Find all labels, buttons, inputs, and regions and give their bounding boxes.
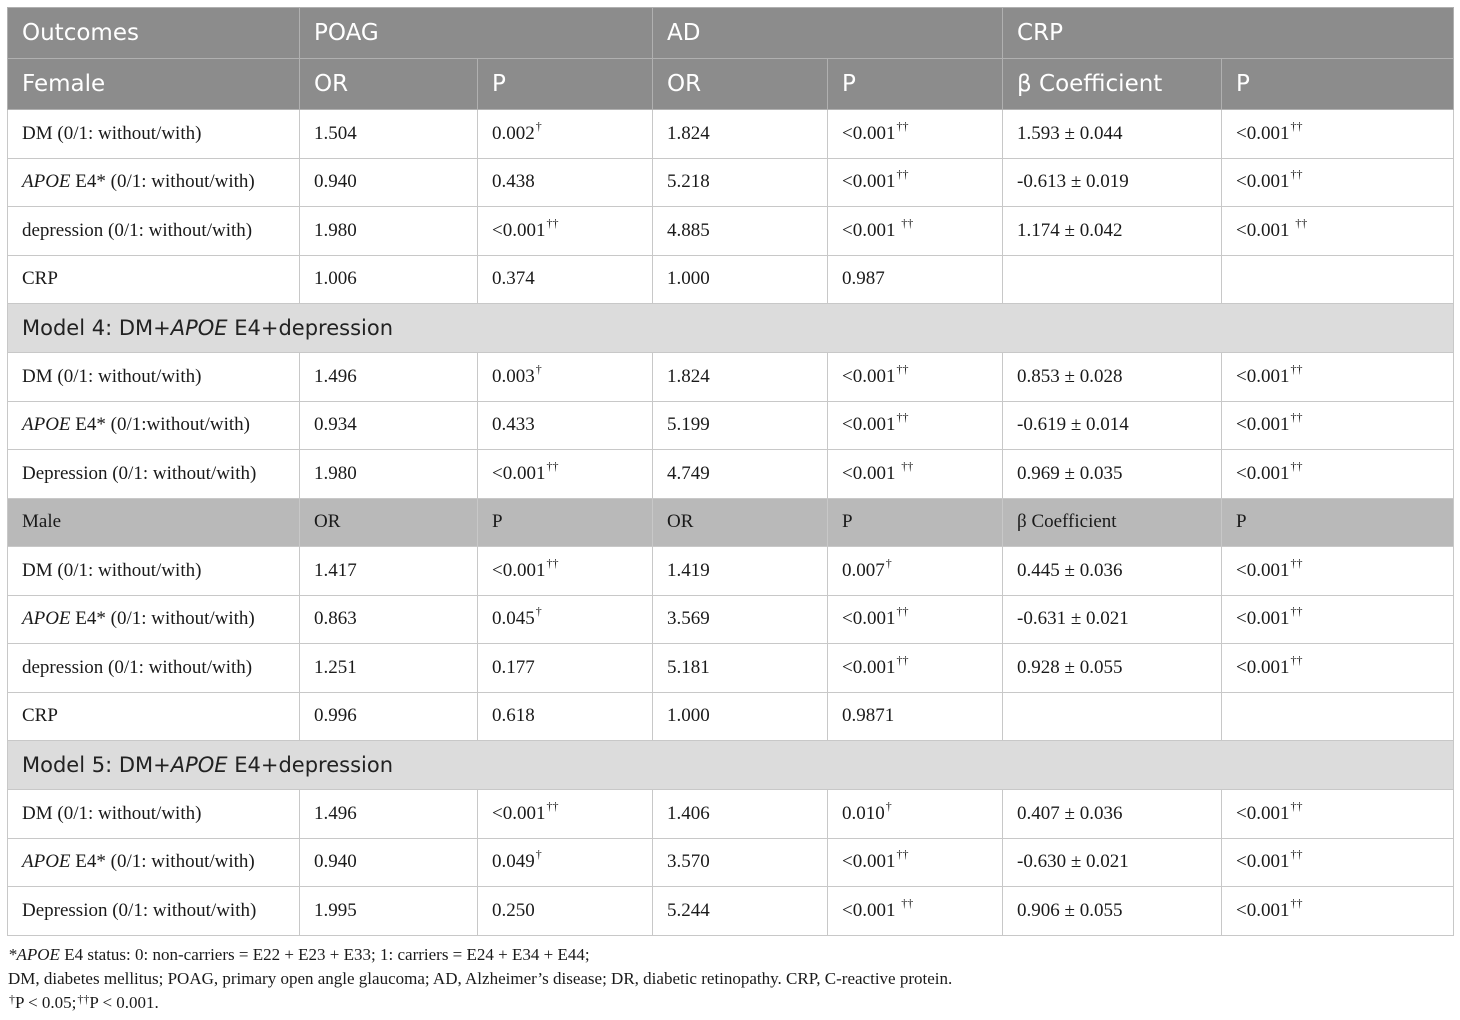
poag-p-value <box>478 353 653 402</box>
crp-p-value <box>1222 838 1454 887</box>
crp-p-value <box>1222 644 1454 693</box>
significance-marker: †† <box>901 895 914 910</box>
model-4-title-pre: Model 4: DM+ <box>22 316 171 340</box>
poag-or-value <box>300 110 478 159</box>
significance-marker: †† <box>896 118 909 133</box>
ad-p-value-text: <0.001 <box>842 365 896 387</box>
row-label-gene: APOE <box>22 171 71 193</box>
model-5-title-pre: Model 5: DM+ <box>22 753 171 777</box>
header-poag-or: OR <box>300 59 478 110</box>
ad-or-value <box>653 692 828 741</box>
results-table <box>7 7 1454 936</box>
table-footnotes <box>8 943 1448 1015</box>
ad-p-value <box>828 838 1003 887</box>
crp-p-value <box>1222 207 1454 256</box>
table-row <box>8 547 1454 596</box>
table-row <box>8 790 1454 839</box>
ad-or-value <box>653 887 828 936</box>
footnote-abbreviations: DM, diabetes mellitus; POAG, primary open angle glaucoma; AD, Alzheimer’s disease; DR, diabetic retinopathy. CRP, C-reactive protein. <box>8 969 953 988</box>
poag-p-value-text: 0.438 <box>492 171 535 193</box>
ad-or-value-text: 3.570 <box>667 851 710 873</box>
crp-p-value <box>1222 547 1454 596</box>
crp-beta-value <box>1003 692 1222 741</box>
significance-marker: †† <box>896 652 909 667</box>
poag-or-value <box>300 644 478 693</box>
poag-p-value-text: <0.001 <box>492 559 546 581</box>
row-label <box>8 595 300 644</box>
row-label <box>8 887 300 936</box>
ad-p-value <box>828 255 1003 304</box>
row-label-text: E4* (0/1: without/with) <box>70 851 255 873</box>
significance-marker: †† <box>896 410 909 425</box>
poag-or-value <box>300 692 478 741</box>
male-poag-p: P <box>478 498 653 547</box>
crp-p-value-text: <0.001 <box>1236 559 1290 581</box>
row-label <box>8 207 300 256</box>
row-label-text: Depression (0/1: without/with) <box>22 462 257 484</box>
poag-p-value-text: 0.003 <box>492 365 535 387</box>
row-label-text: E4* (0/1: without/with) <box>70 608 255 630</box>
poag-p-value-text: 0.045 <box>492 608 535 630</box>
poag-p-value-text: 0.177 <box>492 656 535 678</box>
ad-or-value <box>653 255 828 304</box>
poag-or-value-text: 0.863 <box>314 608 357 630</box>
row-label-text: CRP <box>22 705 58 727</box>
model-5-title-post: E4+depression <box>227 753 394 777</box>
poag-or-value-text: 1.496 <box>314 802 357 824</box>
poag-p-value <box>478 547 653 596</box>
header-poag: POAG <box>300 8 653 59</box>
poag-p-value <box>478 595 653 644</box>
ad-p-value <box>828 547 1003 596</box>
significance-marker: †† <box>901 458 914 473</box>
crp-p-value-text: <0.001 <box>1236 462 1290 484</box>
model-5-row <box>8 741 1454 790</box>
significance-marker: †† <box>1290 118 1303 133</box>
poag-or-value <box>300 547 478 596</box>
table-row <box>8 110 1454 159</box>
poag-or-value <box>300 790 478 839</box>
header-ad: AD <box>653 8 1003 59</box>
header-ad-or: OR <box>653 59 828 110</box>
poag-p-value-text: 0.618 <box>492 705 535 727</box>
poag-p-value <box>478 110 653 159</box>
ad-p-value <box>828 353 1003 402</box>
row-label-text: DM (0/1: without/with) <box>22 365 202 387</box>
ad-or-value-text: 1.000 <box>667 268 710 290</box>
row-label-gene: APOE <box>22 608 71 630</box>
footnote-apoe-gene: APOE <box>16 945 60 964</box>
crp-beta-value <box>1003 790 1222 839</box>
crp-beta-value-text: -0.631 ± 0.021 <box>1017 608 1129 630</box>
row-label <box>8 255 300 304</box>
row-label <box>8 401 300 450</box>
table-row <box>8 207 1454 256</box>
significance-marker: †† <box>546 215 559 230</box>
row-label-text: Depression (0/1: without/with) <box>22 899 257 921</box>
table-row <box>8 595 1454 644</box>
significance-marker: †† <box>1290 410 1303 425</box>
significance-marker: †† <box>1290 458 1303 473</box>
poag-p-value <box>478 158 653 207</box>
row-label <box>8 158 300 207</box>
ad-p-value-text: <0.001 <box>842 608 896 630</box>
significance-marker: †† <box>901 215 914 230</box>
crp-beta-value <box>1003 255 1222 304</box>
male-poag-or: OR <box>300 498 478 547</box>
crp-beta-value-text: 0.969 ± 0.035 <box>1017 462 1123 484</box>
table-row <box>8 401 1454 450</box>
header-crp-beta: β Coefficient <box>1003 59 1222 110</box>
poag-or-value-text: 1.417 <box>314 559 357 581</box>
model-4-row <box>8 304 1454 353</box>
poag-p-value-text: <0.001 <box>492 462 546 484</box>
significance-marker: † <box>535 118 542 133</box>
crp-beta-value-text: 0.853 ± 0.028 <box>1017 365 1123 387</box>
row-label-text: E4* (0/1:without/with) <box>70 414 250 436</box>
crp-p-value-text: <0.001 <box>1236 802 1290 824</box>
header-row-female <box>8 59 1454 110</box>
crp-p-value <box>1222 255 1454 304</box>
ad-or-value <box>653 790 828 839</box>
poag-or-value-text: 0.934 <box>314 414 357 436</box>
poag-or-value-text: 1.496 <box>314 365 357 387</box>
row-label-text: depression (0/1: without/with) <box>22 219 253 241</box>
poag-or-value-text: 1.504 <box>314 122 357 144</box>
crp-p-value-text: <0.001 <box>1236 656 1290 678</box>
row-label-text: DM (0/1: without/with) <box>22 122 202 144</box>
ad-p-value <box>828 644 1003 693</box>
footnote-p001: P < 0.001. <box>89 993 159 1012</box>
poag-p-value <box>478 255 653 304</box>
header-female: Female <box>8 59 300 110</box>
header-row-outcomes <box>8 8 1454 59</box>
crp-beta-value <box>1003 353 1222 402</box>
significance-marker: †† <box>546 555 559 570</box>
ad-p-value <box>828 692 1003 741</box>
crp-p-value-text: <0.001 <box>1236 414 1290 436</box>
model-4-title-post: E4+depression <box>227 316 394 340</box>
poag-p-value <box>478 450 653 499</box>
significance-marker: † <box>535 847 542 862</box>
ad-p-value <box>828 110 1003 159</box>
crp-p-value <box>1222 401 1454 450</box>
poag-or-value <box>300 450 478 499</box>
male-crp-p: P <box>1222 498 1454 547</box>
footnote-significance <box>8 991 1448 1015</box>
table-row <box>8 644 1454 693</box>
ad-or-value-text: 3.569 <box>667 608 710 630</box>
poag-p-value-text: 0.433 <box>492 414 535 436</box>
ad-or-value <box>653 207 828 256</box>
ad-or-value-text: 5.199 <box>667 414 710 436</box>
poag-p-value-text: 0.250 <box>492 899 535 921</box>
row-label <box>8 353 300 402</box>
poag-p-value <box>478 887 653 936</box>
crp-p-value-text: <0.001 <box>1236 851 1290 873</box>
row-label-text: DM (0/1: without/with) <box>22 559 202 581</box>
ad-p-value-text: <0.001 <box>842 219 901 241</box>
header-crp: CRP <box>1003 8 1454 59</box>
table-row <box>8 158 1454 207</box>
crp-p-value <box>1222 353 1454 402</box>
footnote-apoe <box>8 943 1448 967</box>
ad-p-value-text: <0.001 <box>842 171 896 193</box>
footnote-apoe-star: * <box>8 945 17 964</box>
row-label <box>8 790 300 839</box>
male-ad-or: OR <box>653 498 828 547</box>
crp-beta-value-text: -0.630 ± 0.021 <box>1017 851 1129 873</box>
row-label <box>8 838 300 887</box>
crp-p-value-text: <0.001 <box>1236 219 1295 241</box>
row-label <box>8 547 300 596</box>
table-row <box>8 887 1454 936</box>
significance-marker: †† <box>896 361 909 376</box>
crp-p-value <box>1222 110 1454 159</box>
poag-p-value <box>478 401 653 450</box>
poag-or-value-text: 1.251 <box>314 656 357 678</box>
poag-p-value <box>478 790 653 839</box>
poag-p-value-text: <0.001 <box>492 219 546 241</box>
ad-p-value-text: <0.001 <box>842 122 896 144</box>
crp-beta-value <box>1003 644 1222 693</box>
significance-marker: †† <box>1290 167 1303 182</box>
ad-p-value-text: 0.987 <box>842 268 885 290</box>
poag-or-value <box>300 887 478 936</box>
poag-p-value-text: 0.374 <box>492 268 535 290</box>
ad-or-value <box>653 110 828 159</box>
poag-or-value <box>300 158 478 207</box>
poag-or-value <box>300 207 478 256</box>
ad-or-value <box>653 158 828 207</box>
crp-beta-value-text: 1.593 ± 0.044 <box>1017 122 1123 144</box>
ad-or-value <box>653 353 828 402</box>
header-ad-p: P <box>828 59 1003 110</box>
poag-or-value <box>300 595 478 644</box>
row-label <box>8 692 300 741</box>
significance-marker: † <box>535 361 542 376</box>
footnote-apoe-text: E4 status: 0: non-carriers = E22 + E23 + E33; 1: carriers = E24 + E34 + E44; <box>59 945 590 964</box>
crp-beta-value <box>1003 887 1222 936</box>
poag-p-value <box>478 838 653 887</box>
ad-p-value-text: <0.001 <box>842 414 896 436</box>
ad-p-value-text: <0.001 <box>842 851 896 873</box>
poag-p-value <box>478 692 653 741</box>
ad-or-value-text: 4.885 <box>667 219 710 241</box>
crp-beta-value <box>1003 595 1222 644</box>
significance-marker: †† <box>1295 215 1308 230</box>
significance-marker: †† <box>1290 847 1303 862</box>
significance-marker: †† <box>1290 361 1303 376</box>
significance-marker: †† <box>546 458 559 473</box>
ad-or-value-text: 5.244 <box>667 899 710 921</box>
poag-or-value-text: 0.996 <box>314 705 357 727</box>
ad-or-value <box>653 547 828 596</box>
male-header-row <box>8 498 1454 547</box>
poag-or-value-text: 1.980 <box>314 219 357 241</box>
poag-or-value <box>300 401 478 450</box>
crp-p-value-text: <0.001 <box>1236 365 1290 387</box>
significance-marker: †† <box>546 798 559 813</box>
poag-p-value-text: 0.002 <box>492 122 535 144</box>
footnote-dagger: † <box>9 992 15 1006</box>
ad-p-value-text: <0.001 <box>842 656 896 678</box>
ad-or-value <box>653 595 828 644</box>
crp-beta-value-text: 0.928 ± 0.055 <box>1017 656 1123 678</box>
crp-beta-value <box>1003 547 1222 596</box>
model-4-title-gene: APOE <box>170 316 228 340</box>
row-label <box>8 110 300 159</box>
crp-p-value-text: <0.001 <box>1236 171 1290 193</box>
header-poag-p: P <box>478 59 653 110</box>
ad-or-value-text: 1.824 <box>667 365 710 387</box>
crp-beta-value-text: 0.906 ± 0.055 <box>1017 899 1123 921</box>
crp-beta-value <box>1003 838 1222 887</box>
crp-beta-value <box>1003 207 1222 256</box>
ad-or-value <box>653 838 828 887</box>
ad-p-value-text: <0.001 <box>842 899 901 921</box>
poag-p-value-text: <0.001 <box>492 802 546 824</box>
ad-or-value <box>653 401 828 450</box>
ad-p-value-text: 0.010 <box>842 802 885 824</box>
poag-or-value-text: 0.940 <box>314 171 357 193</box>
significance-marker: †† <box>896 604 909 619</box>
crp-beta-value-text: -0.613 ± 0.019 <box>1017 171 1129 193</box>
table-row <box>8 692 1454 741</box>
crp-beta-value <box>1003 110 1222 159</box>
male-ad-p: P <box>828 498 1003 547</box>
ad-p-value <box>828 790 1003 839</box>
significance-marker: † <box>535 604 542 619</box>
ad-or-value-text: 1.419 <box>667 559 710 581</box>
crp-beta-value-text: 0.445 ± 0.036 <box>1017 559 1123 581</box>
significance-marker: †† <box>896 167 909 182</box>
header-crp-p: P <box>1222 59 1454 110</box>
ad-p-value-text: <0.001 <box>842 462 901 484</box>
row-label-gene: APOE <box>22 414 71 436</box>
row-label-text: CRP <box>22 268 58 290</box>
crp-p-value <box>1222 158 1454 207</box>
ad-or-value-text: 1.824 <box>667 122 710 144</box>
poag-or-value <box>300 255 478 304</box>
crp-beta-value <box>1003 450 1222 499</box>
table-row <box>8 450 1454 499</box>
poag-or-value-text: 1.006 <box>314 268 357 290</box>
significance-marker: † <box>885 798 892 813</box>
significance-marker: †† <box>1290 652 1303 667</box>
significance-marker: †† <box>1290 798 1303 813</box>
crp-p-value <box>1222 450 1454 499</box>
ad-p-value-text: 0.007 <box>842 559 885 581</box>
ad-p-value-text: 0.9871 <box>842 705 895 727</box>
crp-p-value <box>1222 790 1454 839</box>
ad-or-value <box>653 644 828 693</box>
crp-p-value-text: <0.001 <box>1236 122 1290 144</box>
table-row <box>8 353 1454 402</box>
ad-or-value-text: 5.181 <box>667 656 710 678</box>
ad-or-value-text: 4.749 <box>667 462 710 484</box>
ad-or-value-text: 5.218 <box>667 171 710 193</box>
poag-p-value <box>478 644 653 693</box>
header-male: Male <box>8 498 300 547</box>
crp-beta-value <box>1003 401 1222 450</box>
model-4-title <box>8 304 1454 353</box>
table-row <box>8 255 1454 304</box>
poag-or-value-text: 1.980 <box>314 462 357 484</box>
male-crp-beta: β Coefficient <box>1003 498 1222 547</box>
poag-p-value <box>478 207 653 256</box>
crp-beta-value-text: -0.619 ± 0.014 <box>1017 414 1129 436</box>
ad-or-value-text: 1.000 <box>667 705 710 727</box>
poag-or-value <box>300 353 478 402</box>
crp-p-value-text: <0.001 <box>1236 899 1290 921</box>
crp-p-value <box>1222 595 1454 644</box>
row-label-text: E4* (0/1: without/with) <box>70 171 255 193</box>
header-outcomes: Outcomes <box>8 8 300 59</box>
poag-or-value-text: 0.940 <box>314 851 357 873</box>
footnote-double-dagger: †† <box>77 992 90 1006</box>
crp-p-value-text: <0.001 <box>1236 608 1290 630</box>
ad-p-value <box>828 887 1003 936</box>
significance-marker: †† <box>1290 895 1303 910</box>
ad-p-value <box>828 450 1003 499</box>
row-label <box>8 644 300 693</box>
crp-beta-value <box>1003 158 1222 207</box>
ad-p-value <box>828 595 1003 644</box>
crp-p-value <box>1222 692 1454 741</box>
row-label <box>8 450 300 499</box>
significance-marker: †† <box>1290 555 1303 570</box>
ad-or-value-text: 1.406 <box>667 802 710 824</box>
row-label-gene: APOE <box>22 851 71 873</box>
crp-beta-value-text: 1.174 ± 0.042 <box>1017 219 1123 241</box>
model-5-title-gene: APOE <box>170 753 228 777</box>
ad-p-value <box>828 207 1003 256</box>
footnote-p05: P < 0.05; <box>15 993 77 1012</box>
significance-marker: †† <box>896 847 909 862</box>
table-row <box>8 838 1454 887</box>
poag-p-value-text: 0.049 <box>492 851 535 873</box>
poag-or-value-text: 1.995 <box>314 899 357 921</box>
ad-p-value <box>828 158 1003 207</box>
poag-or-value <box>300 838 478 887</box>
row-label-text: depression (0/1: without/with) <box>22 656 253 678</box>
crp-p-value <box>1222 887 1454 936</box>
significance-marker: † <box>885 555 892 570</box>
row-label-text: DM (0/1: without/with) <box>22 802 202 824</box>
crp-beta-value-text: 0.407 ± 0.036 <box>1017 802 1123 824</box>
model-5-title <box>8 741 1454 790</box>
ad-p-value <box>828 401 1003 450</box>
significance-marker: †† <box>1290 604 1303 619</box>
ad-or-value <box>653 450 828 499</box>
